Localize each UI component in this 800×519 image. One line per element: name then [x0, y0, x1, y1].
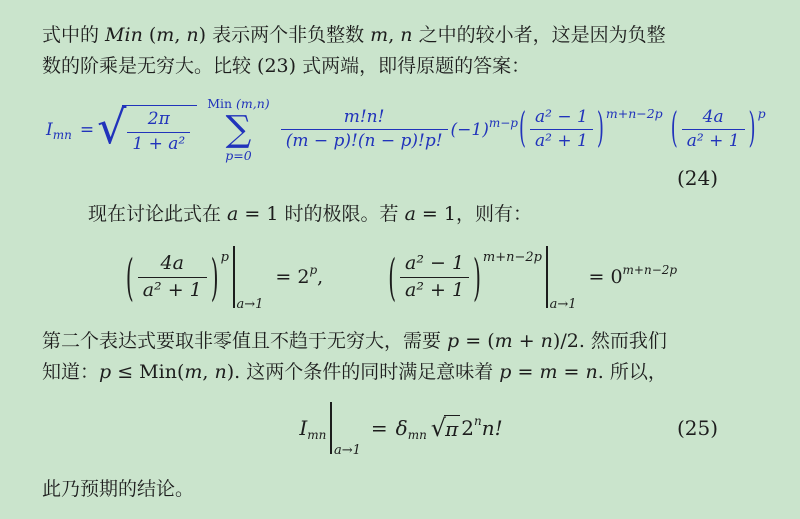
text-segment: 数的阶乘是无穷大。比较 (23) 式两端，即得原题的答案： [42, 55, 531, 77]
right-paren: ) [748, 104, 756, 153]
text-segment: 表示两个非负整数 [212, 24, 371, 46]
delta-mn: δ mn [395, 416, 427, 443]
math-segment: n [214, 361, 227, 384]
left-paren: ( [388, 247, 397, 308]
evaluation-bar [546, 246, 577, 313]
text-segment: , [388, 24, 401, 46]
vertical-bar [330, 402, 332, 454]
paragraph-3-line-1 [42, 326, 760, 357]
limit-subscript: a→1 [236, 297, 264, 313]
summation [207, 96, 269, 163]
paragraph-3-line-2 [42, 357, 760, 388]
result: = 2 [275, 266, 310, 289]
math-segment: n [585, 361, 598, 384]
text-segment: = [511, 361, 540, 384]
limit-subscript: a→1 [549, 297, 577, 313]
math-segment: n [400, 24, 413, 46]
paragraph-1-line-2 [42, 51, 760, 82]
exponent: p [220, 249, 229, 265]
left-paren: ( [518, 104, 527, 153]
right-paren: ) [473, 247, 481, 308]
paragraph-4 [42, 474, 760, 505]
math-segment: m [370, 24, 389, 46]
equation-24: I mn = √ $\frac{2\pi}{\text{1 + a²}}$ Min (m,n) ∑ p=0 $\frac{m!n!}{(m - p)!(n - p)!p!}$ (−1) m−p ( $\frac{\text{a² − 1}}{\text{a² + 1}}$ ) m+n−2p ( $\frac{4a}{\text{a² + 1}}$ ) p [46, 96, 766, 163]
math-segment: m [184, 361, 203, 384]
right-paren: ) [210, 247, 219, 308]
left-paren: ( [670, 104, 678, 153]
fraction-4a: $\frac{4a}{\text{a² + 1}}$ [138, 253, 207, 302]
exponent: p [309, 263, 318, 278]
text-segment: 现在讨论此式在 [88, 203, 228, 226]
text-segment: = ( [459, 330, 495, 353]
text-segment: ，则有： [455, 203, 532, 226]
text-segment: ≤ Min( [111, 361, 185, 384]
math-segment: m [539, 361, 558, 384]
equals-sign: = [79, 119, 95, 140]
square-root-pi: √ π [430, 414, 459, 443]
right-paren: ) [596, 104, 604, 153]
text-segment: + [512, 330, 541, 353]
lhs-I-mn: I mn [299, 416, 327, 443]
exponent: p [757, 106, 766, 122]
sigma-icon: ∑ [225, 108, 252, 150]
text-segment: 之中的较小者，这是因为负整 [412, 24, 666, 46]
evaluation-bar [330, 402, 361, 459]
radical-icon: √ [97, 99, 127, 154]
text-segment: )/2. [552, 330, 591, 353]
paragraph-1-line-1 [42, 20, 760, 51]
limit-equations [42, 246, 760, 313]
comma: , [317, 266, 324, 289]
radical-icon: √ [430, 414, 447, 443]
two-power-n: 2 [461, 416, 474, 441]
text-segment: ( [142, 24, 157, 46]
fraction-a2-minus-1: $\frac{\text{a² − 1}}{\text{a² + 1}}$ [400, 253, 469, 302]
square-root [97, 99, 197, 154]
math-segment: n [540, 330, 553, 353]
equation-25 [42, 402, 760, 459]
math-segment: a [404, 203, 416, 226]
text-segment: 然而我们 [590, 330, 667, 353]
exponent: m+n−2p [622, 263, 678, 278]
result: = 0 [588, 266, 623, 289]
math-segment: p [447, 330, 460, 353]
fraction-4a: $\frac{4a}{\text{a² + 1}}$ [682, 108, 745, 152]
text-segment: 时的极限。若 [284, 203, 405, 226]
text-segment: , [174, 24, 187, 46]
equation-number-24: (24) [676, 166, 718, 191]
paragraph-2 [42, 199, 760, 230]
text-segment: ) [198, 24, 213, 46]
text-segment: ). [226, 361, 247, 384]
evaluation-bar [233, 246, 264, 313]
text-segment: , [202, 361, 215, 384]
math-segment: n [186, 24, 199, 46]
text-segment: 此乃预期的结论。 [42, 478, 195, 501]
math-segment: m [494, 330, 513, 353]
sum-lower-limit: p=0 [225, 147, 252, 163]
neg-one-power: (−1) [450, 119, 489, 140]
equation-number-25: (25) [676, 416, 718, 441]
exponent: n [473, 414, 482, 429]
text-segment: 第二个表达式要取非零值且不趋于无穷大，需要 [42, 330, 448, 353]
math-segment: p [499, 361, 512, 384]
fraction-2pi-over-1-plus-a2: $\frac{2\pi}{\text{1 + a²}}$ [127, 110, 190, 154]
exponent: m+n−2p [482, 249, 542, 265]
text-segment: . [597, 361, 610, 384]
vertical-bar [233, 246, 235, 308]
limit-subscript: a→1 [333, 443, 361, 459]
fraction-factorials: $\frac{m!n!}{(m - p)!(n - p)!p!}$ [281, 108, 448, 152]
text-segment: = [557, 361, 586, 384]
n-factorial: n! [481, 416, 503, 441]
limit-equation-1 [125, 246, 324, 313]
text-segment: 式中的 [42, 24, 106, 46]
math-segment: Min [105, 24, 143, 46]
text-segment: = 1 [238, 203, 285, 226]
math-segment: p [99, 361, 112, 384]
text-segment: 这两个条件的同时满足意味着 [246, 361, 500, 384]
math-segment: a [227, 203, 239, 226]
math-segment: m [156, 24, 175, 46]
text-segment: = 1 [415, 203, 456, 226]
text-segment: 知道： [42, 361, 100, 384]
lhs-I-mn: I mn [46, 119, 72, 142]
fraction-a2-minus-1: $\frac{\text{a² − 1}}{\text{a² + 1}}$ [530, 108, 593, 152]
exponent: m+n−2p [605, 106, 663, 122]
equals-sign: = [370, 416, 388, 441]
sum-upper-limit: Min (m,n) [207, 96, 270, 111]
text-segment: 所以， [609, 361, 667, 384]
left-paren: ( [125, 247, 134, 308]
vertical-bar [546, 246, 548, 308]
limit-equation-2 [387, 246, 678, 313]
